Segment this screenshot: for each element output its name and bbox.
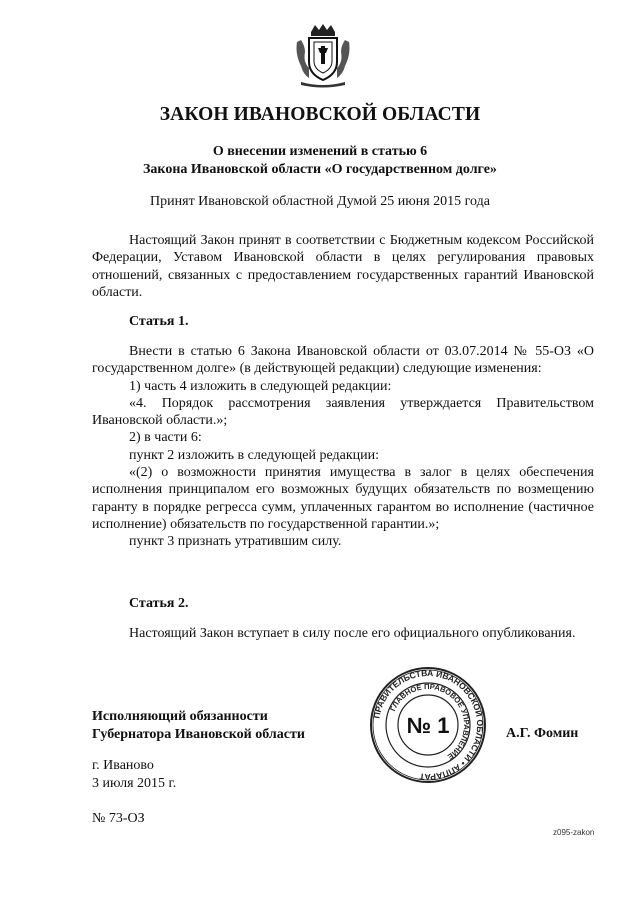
law-title: ЗАКОН ИВАНОВСКОЙ ОБЛАСТИ	[159, 104, 481, 125]
place-and-date	[92, 757, 176, 792]
article-1-line: Внести в статью 6 Закона Ивановской области от 03.07.2014 № 55-ОЗ «О государственном долге» (в действующей редакции) следующие изменения:	[92, 344, 594, 377]
signatory-name: А.Г. Фомин	[506, 726, 579, 741]
article-2-text: Настоящий Закон вступает в силу после его официального опубликования.	[129, 626, 576, 641]
preamble-text: Настоящий Закон принят в соответствии с Бюджетным кодексом Российской Федерации, Уставом Ивановской области в целях регулирования правовых отношений, связанных с предоставлением государственных гарантий Ивановской области.	[92, 233, 594, 300]
signatory-position-line-2: Губернатора Ивановской области	[92, 727, 305, 742]
article-1-line: пункт 2 изложить в следующей редакции:	[129, 447, 379, 463]
coat-of-arms-emblem	[293, 22, 353, 88]
article-1-line: пункт 3 признать утратившим силу.	[129, 534, 342, 550]
signatory-position	[92, 708, 305, 744]
article-1-line: «(2) о возможности принятия имущества в залог в целях обеспечения исполнения принципалом его возможных будущих обязательств по возмещению гаранту в порядке регресса сумм, уплаченных гарантом во исполнение (частичное исполнение) обязательств по государственной гарантии.»;	[92, 465, 594, 532]
article-2-body	[92, 625, 594, 642]
signatory-position-line-1: Исполняющий обязанности	[92, 709, 268, 724]
article-1-line: «4. Порядок рассмотрения заявления утверждается Правительством Ивановской области.»;	[92, 395, 594, 429]
article-1-body	[92, 343, 594, 551]
city: г. Иваново	[92, 758, 154, 773]
file-tag: z095-zakon	[553, 828, 595, 837]
article-1-line: 2) в части 6:	[129, 430, 202, 446]
stamp-inner-text: ГЛАВНОЕ ПРАВОВОЕ УПРАВЛЕНИЕ	[388, 681, 472, 762]
law-subtitle	[60, 143, 580, 179]
date: 3 июля 2015 г.	[92, 775, 177, 791]
subtitle-line-2: Закона Ивановской области «О государственном долге»	[143, 162, 497, 177]
stamp-ring-text: ПРАВИТЕЛЬСТВА ИВАНОВСКОЙ ОБЛАСТИ • АППАРАТ	[371, 667, 486, 783]
adoption-line: Принят Ивановской областной Думой 25 июня 2015 года	[150, 194, 490, 209]
preamble-paragraph	[92, 232, 594, 301]
article-1-heading: Статья 1.	[129, 314, 189, 329]
article-1-line: 1) часть 4 изложить в следующей редакции:	[129, 378, 392, 394]
official-stamp	[369, 666, 487, 784]
article-2-heading: Статья 2.	[129, 596, 189, 611]
stamp-number: № 1	[406, 713, 450, 738]
subtitle-line-1: О внесении изменений в статью 6	[212, 144, 428, 159]
law-number: № 73-ОЗ	[92, 811, 145, 826]
